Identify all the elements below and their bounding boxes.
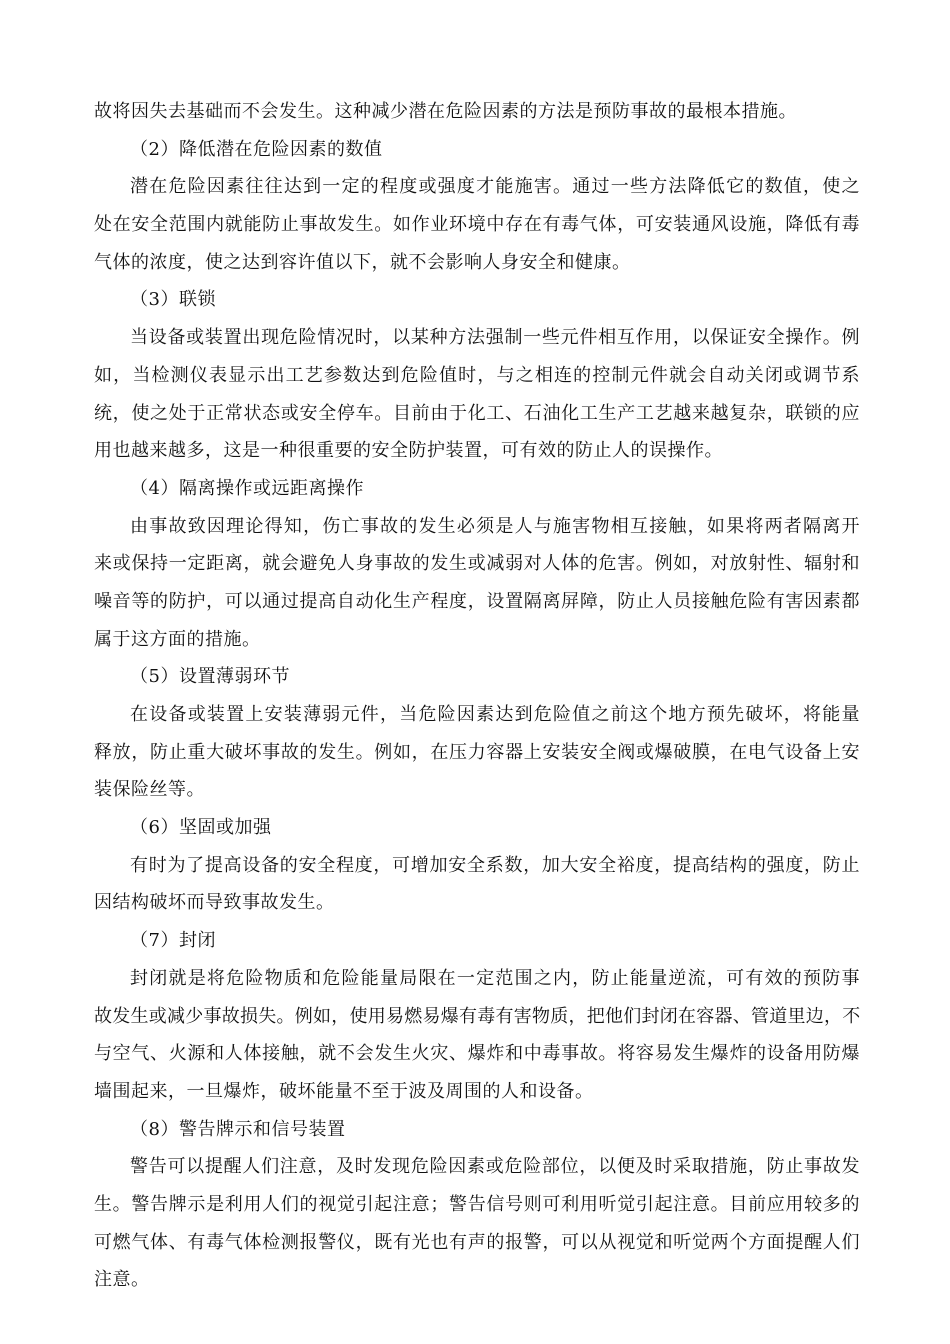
paragraph-line: 当设备或装置出现危险情况时，以某种方法强制一些元件相互作用，以保证安全操作。例 [130, 327, 860, 349]
paragraph-line: 生。警告牌示是利用人们的视觉引起注意；警告信号则可利用听觉引起注意。目前应用较多的 [94, 1193, 860, 1215]
paragraph-line: 故发生或减少事故损失。例如，使用易燃易爆有毒有害物质，把他们封闭在容器、管道里边，不 [94, 1005, 861, 1027]
section-heading: （7）封闭 [130, 930, 216, 952]
paragraph-line: 噪音等的防护，可以通过提高自动化生产程度，设置隔离屏障，防止人员接触危险有害因素都 [94, 590, 860, 612]
section-heading: （2）降低潜在危险因素的数值 [130, 138, 383, 160]
paragraph-line: 来或保持一定距离，就会避免人身事故的发生或减弱对人体的危害。例如，对放射性、辐射和 [94, 553, 860, 575]
section-heading: （8）警告牌示和信号装置 [130, 1118, 346, 1140]
paragraph-line: 在设备或装置上安装薄弱元件，当危险因素达到危险值之前这个地方预先破坏，将能量 [130, 704, 860, 725]
paragraph-line: 可燃气体、有毒气体检测报警仪，既有光也有声的报警，可以从视觉和听觉两个方面提醒人们 [94, 1231, 860, 1253]
paragraph-line: 故将因失去基础而不会发生。这种减少潜在危险因素的方法是预防事故的最根本措施。 [94, 101, 797, 122]
paragraph-line: 气体的浓度，使之达到容许值以下，就不会影响人身安全和健康。 [94, 251, 631, 273]
paragraph-line: 如，当检测仪表显示出工艺参数达到危险值时，与之相连的控制元件就会自动关闭或调节系 [94, 364, 860, 386]
paragraph-line: 装保险丝等。 [94, 779, 205, 801]
section-heading: （3）联锁 [130, 289, 216, 311]
paragraph-line: 由事故致因理论得知，伤亡事故的发生必须是人与施害物相互接触，如果将两者隔离开 [130, 515, 860, 537]
paragraph-line: 注意。 [94, 1269, 150, 1291]
section-heading: （4）隔离操作或远距离操作 [130, 477, 364, 499]
paragraph-line: 统，使之处于正常状态或安全停车。目前由于化工、石油化工生产工艺越来越复杂，联锁的应 [94, 402, 860, 424]
paragraph-line: 用也越来越多，这是一种很重要的安全防护装置，可有效的防止人的误操作。 [94, 440, 723, 462]
paragraph-line: 因结构破坏而导致事故发生。 [94, 892, 335, 914]
paragraph-line: 处在安全范围内就能防止事故发生。如作业环境中存在有毒气体，可安装通风设施，降低有毒 [94, 214, 860, 236]
document-page [94, 93, 860, 1299]
paragraph-line: 与空气、火源和人体接触，就不会发生火灾、爆炸和中毒事故。将容易发生爆炸的设备用防爆 [94, 1043, 860, 1065]
paragraph-line: 属于这方面的措施。 [94, 628, 261, 650]
paragraph-line: 释放，防止重大破坏事故的发生。例如，在压力容器上安装安全阀或爆破膜，在电气设备上安 [94, 741, 860, 763]
paragraph-line: 有时为了提高设备的安全程度，可增加安全系数，加大安全裕度，提高结构的强度，防止 [130, 854, 860, 876]
paragraph-line: 墙围起来，一旦爆炸，破坏能量不至于波及周围的人和设备。 [94, 1080, 594, 1102]
section-heading: （5）设置薄弱环节 [130, 666, 290, 688]
paragraph-line: 潜在危险因素往往达到一定的程度或强度才能施害。通过一些方法降低它的数值，使之 [130, 176, 860, 198]
paragraph-line: 警告可以提醒人们注意，及时发现危险因素或危险部位，以便及时采取措施，防止事故发 [130, 1156, 860, 1178]
section-heading: （6）坚固或加强 [130, 817, 272, 839]
paragraph-line: 封闭就是将危险物质和危险能量局限在一定范围之内，防止能量逆流，可有效的预防事 [130, 967, 860, 989]
